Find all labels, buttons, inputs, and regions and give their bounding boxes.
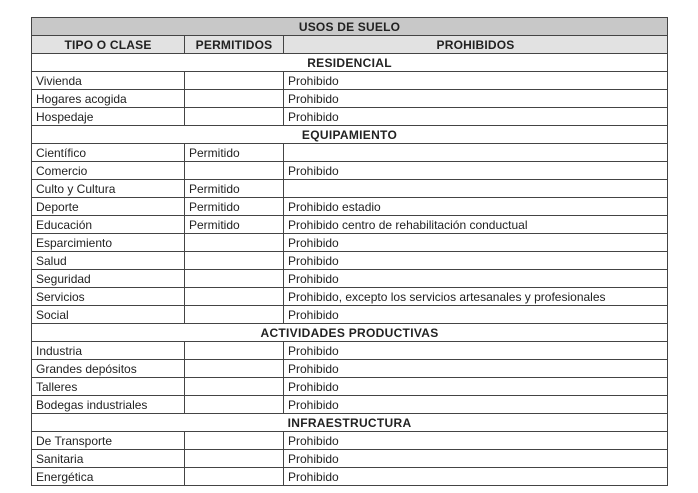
- table-row: [32, 378, 668, 396]
- section-row: [32, 414, 668, 432]
- cell-permitted: [185, 360, 284, 378]
- cell-prohibited: Prohibido: [284, 234, 668, 252]
- cell-permitted: Permitido: [185, 216, 284, 234]
- table-row: [32, 306, 668, 324]
- cell-permitted: [185, 72, 284, 90]
- cell-prohibited: [284, 144, 668, 162]
- table-row: [32, 288, 668, 306]
- cell-type: Industria: [32, 342, 185, 360]
- cell-permitted: [185, 108, 284, 126]
- table-row: [32, 270, 668, 288]
- cell-prohibited: Prohibido: [284, 90, 668, 108]
- cell-prohibited: Prohibido: [284, 270, 668, 288]
- cell-permitted: [185, 270, 284, 288]
- table-row: [32, 450, 668, 468]
- land-use-table: [31, 17, 668, 486]
- cell-prohibited: Prohibido: [284, 468, 668, 486]
- table-row: [32, 108, 668, 126]
- cell-prohibited: Prohibido: [284, 432, 668, 450]
- table-row: [32, 180, 668, 198]
- cell-permitted: [185, 342, 284, 360]
- table-row: [32, 144, 668, 162]
- cell-prohibited: Prohibido: [284, 396, 668, 414]
- cell-permitted: Permitido: [185, 144, 284, 162]
- cell-type: Sanitaria: [32, 450, 185, 468]
- table-row: [32, 72, 668, 90]
- cell-prohibited: Prohibido: [284, 108, 668, 126]
- column-header-prohibited: PROHIBIDOS: [284, 36, 668, 54]
- cell-type: Culto y Cultura: [32, 180, 185, 198]
- cell-type: De Transporte: [32, 432, 185, 450]
- cell-prohibited: Prohibido: [284, 342, 668, 360]
- cell-prohibited: Prohibido: [284, 360, 668, 378]
- table-row: [32, 342, 668, 360]
- cell-prohibited: Prohibido: [284, 162, 668, 180]
- cell-permitted: [185, 306, 284, 324]
- table-body: [32, 54, 668, 486]
- cell-prohibited: Prohibido centro de rehabilitación conductual: [284, 216, 668, 234]
- cell-type: Talleres: [32, 378, 185, 396]
- cell-type: Bodegas industriales: [32, 396, 185, 414]
- cell-permitted: Permitido: [185, 180, 284, 198]
- table-row: [32, 234, 668, 252]
- cell-permitted: [185, 90, 284, 108]
- cell-permitted: [185, 252, 284, 270]
- table-row: [32, 432, 668, 450]
- table-header-row: [32, 36, 668, 54]
- cell-type: Vivienda: [32, 72, 185, 90]
- cell-type: Deporte: [32, 198, 185, 216]
- cell-permitted: [185, 234, 284, 252]
- cell-type: Seguridad: [32, 270, 185, 288]
- column-header-permitted: PERMITIDOS: [185, 36, 284, 54]
- section-title: EQUIPAMIENTO: [32, 126, 668, 144]
- cell-prohibited: Prohibido: [284, 72, 668, 90]
- table-row: [32, 198, 668, 216]
- cell-prohibited: Prohibido, excepto los servicios artesanales y profesionales: [284, 288, 668, 306]
- cell-prohibited: [284, 180, 668, 198]
- cell-type: Hogares acogida: [32, 90, 185, 108]
- table-row: [32, 216, 668, 234]
- cell-type: Hospedaje: [32, 108, 185, 126]
- cell-type: Grandes depósitos: [32, 360, 185, 378]
- cell-permitted: [185, 432, 284, 450]
- cell-prohibited: Prohibido estadio: [284, 198, 668, 216]
- table-row: [32, 396, 668, 414]
- cell-permitted: [185, 450, 284, 468]
- cell-type: Científico: [32, 144, 185, 162]
- cell-permitted: Permitido: [185, 198, 284, 216]
- section-row: [32, 54, 668, 72]
- section-title: INFRAESTRUCTURA: [32, 414, 668, 432]
- table-title-row: [32, 18, 668, 36]
- section-title: ACTIVIDADES PRODUCTIVAS: [32, 324, 668, 342]
- cell-permitted: [185, 162, 284, 180]
- table-row: [32, 360, 668, 378]
- cell-prohibited: Prohibido: [284, 450, 668, 468]
- cell-permitted: [185, 378, 284, 396]
- table-title: USOS DE SUELO: [32, 18, 668, 36]
- section-row: [32, 324, 668, 342]
- cell-prohibited: Prohibido: [284, 252, 668, 270]
- cell-prohibited: Prohibido: [284, 306, 668, 324]
- table-row: [32, 162, 668, 180]
- cell-permitted: [185, 288, 284, 306]
- table-row: [32, 468, 668, 486]
- column-header-type: TIPO O CLASE: [32, 36, 185, 54]
- section-row: [32, 126, 668, 144]
- section-title: RESIDENCIAL: [32, 54, 668, 72]
- cell-type: Esparcimiento: [32, 234, 185, 252]
- cell-type: Social: [32, 306, 185, 324]
- cell-type: Energética: [32, 468, 185, 486]
- cell-permitted: [185, 468, 284, 486]
- cell-type: Educación: [32, 216, 185, 234]
- land-use-table-container: [31, 17, 668, 486]
- table-row: [32, 90, 668, 108]
- table-row: [32, 252, 668, 270]
- cell-prohibited: Prohibido: [284, 378, 668, 396]
- cell-type: Comercio: [32, 162, 185, 180]
- cell-type: Salud: [32, 252, 185, 270]
- cell-type: Servicios: [32, 288, 185, 306]
- cell-permitted: [185, 396, 284, 414]
